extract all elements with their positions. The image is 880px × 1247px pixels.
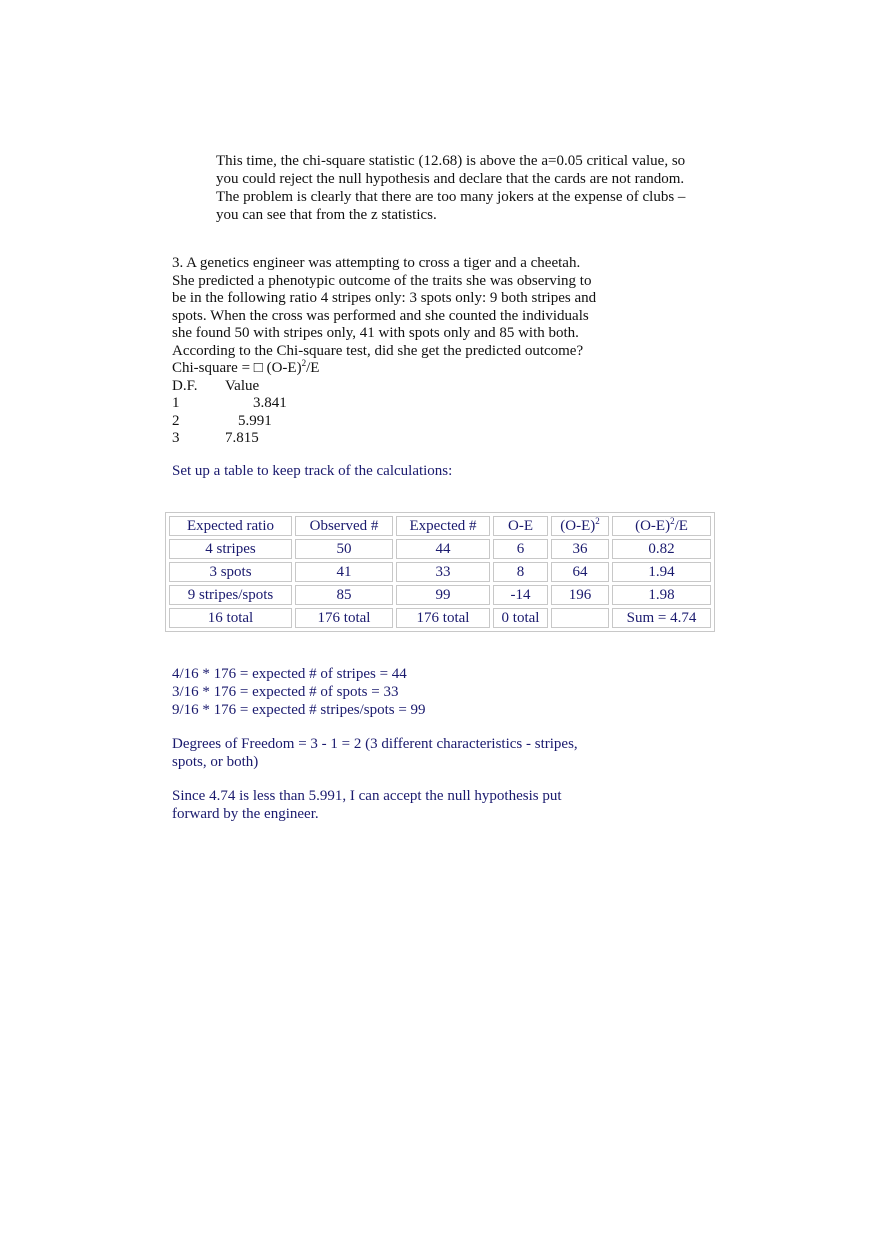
calc-line: 9/16 * 176 = expected # stripes/spots = 99 — [172, 702, 426, 718]
problem-line: be in the following ratio 4 stripes only: 3 spots only: 9 both stripes and — [172, 290, 597, 306]
cell-observed: 85 — [295, 585, 393, 605]
problem-line: 3. A genetics engineer was attempting to cross a tiger and a cheetah. — [172, 255, 581, 271]
table-row — [169, 585, 711, 605]
cell-ratio: 4 stripes — [169, 539, 292, 559]
value-header-label: Value — [225, 377, 260, 394]
critical-value: 3.841 — [253, 395, 287, 411]
header-chi-suffix: /E — [674, 518, 688, 534]
dof-line: spots, or both) — [172, 754, 259, 770]
header-o-minus-e-squared — [551, 516, 609, 536]
calc-line: 3/16 * 176 = expected # of spots = 33 — [172, 684, 399, 700]
total-oe: 0 total — [493, 608, 548, 628]
cell-ratio: 9 stripes/spots — [169, 585, 292, 605]
intro-line: The problem is clearly that there are too many jokers at the expense of clubs – — [216, 189, 686, 205]
total-ratio: 16 total — [169, 608, 292, 628]
cell-chi: 1.98 — [612, 585, 711, 605]
cell-oe2: 196 — [551, 585, 609, 605]
header-expected: Expected # — [396, 516, 490, 536]
table-row — [169, 539, 711, 559]
df-value: 2 — [172, 412, 180, 429]
intro-paragraph — [216, 152, 685, 224]
total-chi-sum: Sum = 4.74 — [612, 608, 711, 628]
cell-oe: -14 — [493, 585, 548, 605]
degrees-of-freedom — [172, 735, 578, 771]
formula-suffix: /E — [306, 360, 320, 376]
df-value: 1 — [172, 395, 180, 411]
problem-statement — [172, 255, 596, 448]
critical-value: 5.991 — [238, 412, 272, 429]
header-oe2-base: (O-E) — [560, 518, 596, 534]
intro-line: you could reject the null hypothesis and declare that the cards are not random. — [216, 171, 685, 187]
df-row — [172, 430, 596, 448]
conclusion-line: forward by the engineer. — [172, 806, 319, 822]
cell-observed: 41 — [295, 562, 393, 582]
header-observed: Observed # — [295, 516, 393, 536]
dof-line: Degrees of Freedom = 3 - 1 = 2 (3 different characteristics - stripes, — [172, 736, 578, 752]
df-header-label: D.F. — [172, 377, 198, 394]
cell-ratio: 3 spots — [169, 562, 292, 582]
header-oe2-exp: 2 — [595, 516, 600, 526]
cell-chi: 1.94 — [612, 562, 711, 582]
header-chi-component — [612, 516, 711, 536]
table-total-row — [169, 608, 711, 628]
df-value: 3 — [172, 430, 180, 446]
formula-exponent: 2 — [301, 358, 307, 368]
header-chi-exp: 2 — [670, 516, 675, 526]
problem-line: According to the Chi-square test, did she get the predicted outcome? — [172, 342, 584, 359]
setup-instruction: Set up a table to keep track of the calculations: — [172, 463, 453, 479]
df-row — [172, 395, 596, 413]
intro-line: This time, the chi-square statistic (12.68) is above the a=0.05 critical value, so — [216, 153, 686, 169]
problem-line: spots. When the cross was performed and she counted the individuals — [172, 307, 589, 324]
header-o-minus-e: O-E — [493, 516, 548, 536]
df-header — [172, 378, 596, 396]
df-row — [172, 413, 596, 431]
table-row — [169, 562, 711, 582]
calc-line: 4/16 * 176 = expected # of stripes = 44 — [172, 666, 407, 682]
critical-value: 7.815 — [225, 430, 259, 446]
chi-square-table — [165, 512, 715, 632]
table-header-row — [169, 516, 711, 536]
header-expected-ratio: Expected ratio — [169, 516, 292, 536]
expected-calculations — [172, 665, 426, 719]
cell-expected: 99 — [396, 585, 490, 605]
cell-oe: 8 — [493, 562, 548, 582]
total-oe2 — [551, 608, 609, 628]
cell-oe: 6 — [493, 539, 548, 559]
total-observed: 176 total — [295, 608, 393, 628]
header-chi-base: (O-E) — [635, 518, 671, 534]
total-expected: 176 total — [396, 608, 490, 628]
cell-expected: 33 — [396, 562, 490, 582]
cell-chi: 0.82 — [612, 539, 711, 559]
intro-line: you can see that from the z statistics. — [216, 207, 437, 223]
formula-prefix: Chi-square = □ (O-E) — [172, 360, 302, 376]
conclusion-line: Since 4.74 is less than 5.991, I can accept the null hypothesis put — [172, 788, 562, 804]
problem-line: she found 50 with stripes only, 41 with spots only and 85 with both. — [172, 325, 579, 341]
cell-expected: 44 — [396, 539, 490, 559]
cell-observed: 50 — [295, 539, 393, 559]
cell-oe2: 64 — [551, 562, 609, 582]
conclusion — [172, 787, 562, 823]
problem-line: She predicted a phenotypic outcome of the traits she was observing to — [172, 272, 592, 289]
chi-square-formula — [172, 360, 596, 378]
cell-oe2: 36 — [551, 539, 609, 559]
